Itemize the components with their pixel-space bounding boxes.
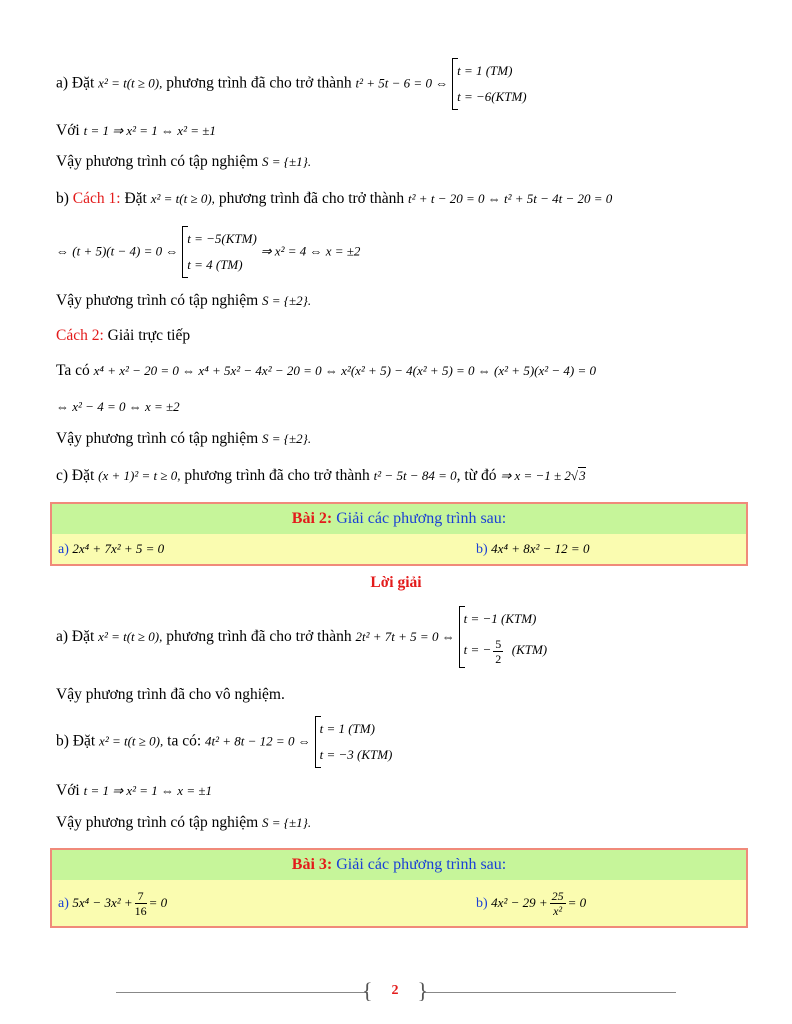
direct-solve-math: x⁴ + x² − 20 = 0 ⇔ x⁴ + 5x² − 4x² − 20 = 0 ⇔ x²(x² + 5) − 4(x² + 5) = 0 ⇔ (x² + 5)(x² − 4) = 0 [93,363,597,378]
b2-part-b-line [56,716,392,768]
no-solution-line [56,686,285,704]
part-c-line [56,467,586,485]
quadratic-eq: t² + 5t − 6 = 0 ⇔ [355,75,449,91]
quadratic-eq: t² − 5t − 84 = 0 [373,468,457,483]
root-2-status: (KTM) [511,642,548,657]
solution-set-math: S = {±2}. [262,293,312,308]
substitution: x² = t(t ≥ 0), [98,629,163,644]
part-b-text1: Đặt [124,190,147,207]
part-b-method1-line [56,190,612,208]
solution-bracket [182,226,257,278]
part-b-label: b) [56,190,69,207]
solution-set-text: Vậy phương trình có tập nghiệm [56,153,259,170]
root-2 [464,632,548,668]
exercise-3a-fraction [135,889,147,918]
quadratic-eq: 2t² + 7t + 5 = 0 ⇔ [355,629,455,644]
part-a-label: a) Đặt [56,74,95,92]
exercise-3b-pre: 4x² − 29 + [491,895,548,910]
with-t-line [56,122,216,140]
exercise-2-header [52,504,746,534]
root-1: t = −1 (KTM) [463,611,537,626]
exercise-2b [476,534,589,565]
exercise-3b-fraction [550,889,566,918]
factor-line [56,226,360,278]
exercise-2b-label: b) [476,542,488,557]
fraction-denominator: 2 [495,651,502,666]
direct-result-math: ⇔ x² − 4 = 0 ⇔ x = ±2 [56,399,180,414]
left-brace-icon: { [362,978,373,1003]
part-a-line [56,58,527,110]
root-1: t = −5(KTM) [187,231,257,246]
solution-bracket [452,58,527,110]
factor-result: ⇒ x² = 4 ⇔ x = ±2 [260,243,361,259]
exercise-3b-label: b) [476,896,488,911]
exercise-3a-label: a) [58,896,69,911]
solution-bracket [315,716,393,768]
solution-set-text: Vậy phương trình có tập nghiệm [56,814,259,831]
method-2-text: Giải trực tiếp [107,327,191,344]
footer-rule-right [424,992,676,993]
with-prefix: Với [56,122,80,139]
solution-set-line [56,814,311,832]
exercise-3a-pre: 5x⁴ − 3x² + [72,895,133,910]
solution-set-text: Vậy phương trình có tập nghiệm [56,292,259,309]
solution-set-math: S = {±1}. [262,815,312,830]
exercise-3-problems [52,880,746,926]
footer-rule-left [116,992,368,993]
method-1-label: Cách 1: [72,190,121,207]
exercise-3-box [50,848,748,928]
factor-eq: ⇔ (t + 5)(t − 4) = 0 ⇔ [56,243,179,259]
exercise-2b-eq: 4x⁴ + 8x² − 12 = 0 [491,541,590,556]
exercise-2-problems [52,534,746,564]
part-c-text: phương trình đã cho trở thành [184,467,370,484]
exercise-3b [476,880,586,927]
method-2-label: Cách 2: [56,327,104,344]
part-c-label: c) Đặt [56,467,95,484]
exercise-2-box [50,502,748,566]
solution-set-line [56,430,311,448]
exercise-2-number: Bài 2: [291,510,333,527]
b2-part-b-text: ta có: [167,732,202,750]
exercise-2a-label: a) [58,542,69,557]
root-2: t = −6(KTM) [457,89,527,104]
method-2-line [56,327,190,345]
no-solution-text: Vậy phương trình đã cho vô nghiệm. [56,686,285,703]
exercise-2a-eq: 2x⁴ + 7x² + 5 = 0 [72,541,165,556]
part-a-text: phương trình đã cho trở thành [166,74,352,92]
exercise-3-header [52,850,746,880]
fraction-numerator: 7 [135,889,147,904]
result-prefix: ⇒ x = −1 ± 2 [500,468,571,483]
solution-heading: Lời giải [370,574,422,591]
exercise-3-title: Giải các phương trình sau: [336,856,507,873]
exercise-3a [58,880,167,927]
solution-set-text: Vậy phương trình có tập nghiệm [56,430,259,447]
exercise-3-number: Bài 3: [291,856,333,873]
with-math: t = 1 ⇒ x² = 1 ⇔ x² = ±1 [83,123,216,138]
root-2: t = −3 (KTM) [319,747,393,762]
root-1: t = 1 (TM) [457,63,513,78]
root-1: t = 1 (TM) [319,721,375,736]
root-2: t = 4 (TM) [187,257,243,272]
substitution: x² = t(t ≥ 0), [150,191,215,206]
direct-solve-line [56,362,596,380]
quadratic-eq: 4t² + 8t − 12 = 0 ⇔ [205,733,311,749]
with-prefix: Với [56,782,80,799]
substitution: x² = t(t ≥ 0), [99,733,164,749]
with-math: t = 1 ⇒ x² = 1 ⇔ x = ±1 [83,783,212,798]
solution-set-line [56,292,311,310]
b2-part-b-label: b) Đặt [56,732,96,750]
fraction-denominator: x² [553,904,563,919]
root-2-prefix: t = − [463,642,492,657]
b2-part-a-text: phương trình đã cho trở thành [166,628,352,645]
solution-set-math: S = {±2}. [262,431,312,446]
b2-part-a-label: a) Đặt [56,628,95,645]
sqrt-radicand: 3 [579,468,586,483]
page-number-box [362,978,428,1004]
root-2-fraction [493,637,503,666]
substitution: x² = t(t ≥ 0), [98,75,163,91]
fraction-numerator: 5 [495,636,502,651]
quadratic-eq: t² + t − 20 = 0 ⇔ t² + 5t − 4t − 20 = 0 [408,191,613,206]
with-t-line [56,782,212,800]
fraction-numerator: 25 [551,889,564,904]
direct-result-line [56,398,180,416]
substitution: (x + 1)² = t ≥ 0, [98,468,181,483]
right-brace-icon: } [417,978,428,1003]
exercise-2-title: Giải các phương trình sau: [336,510,507,527]
part-c-result: ⇒ x = −1 ± 2√3 [500,468,586,483]
solution-set-math: S = {±1}. [262,154,312,169]
part-b-text2: phương trình đã cho trở thành [218,190,405,207]
b2-part-a-line [56,606,547,668]
fraction-denominator: 16 [134,904,147,919]
exercise-2a [58,534,164,565]
part-c-text2: , từ đó [456,467,497,484]
direct-solve-text: Ta có [56,362,90,379]
exercise-3a-post: = 0 [148,895,168,910]
page-number: 2 [391,983,399,998]
exercise-3b-post: = 0 [567,895,587,910]
solution-bracket [459,606,548,668]
solution-set-line [56,153,311,171]
